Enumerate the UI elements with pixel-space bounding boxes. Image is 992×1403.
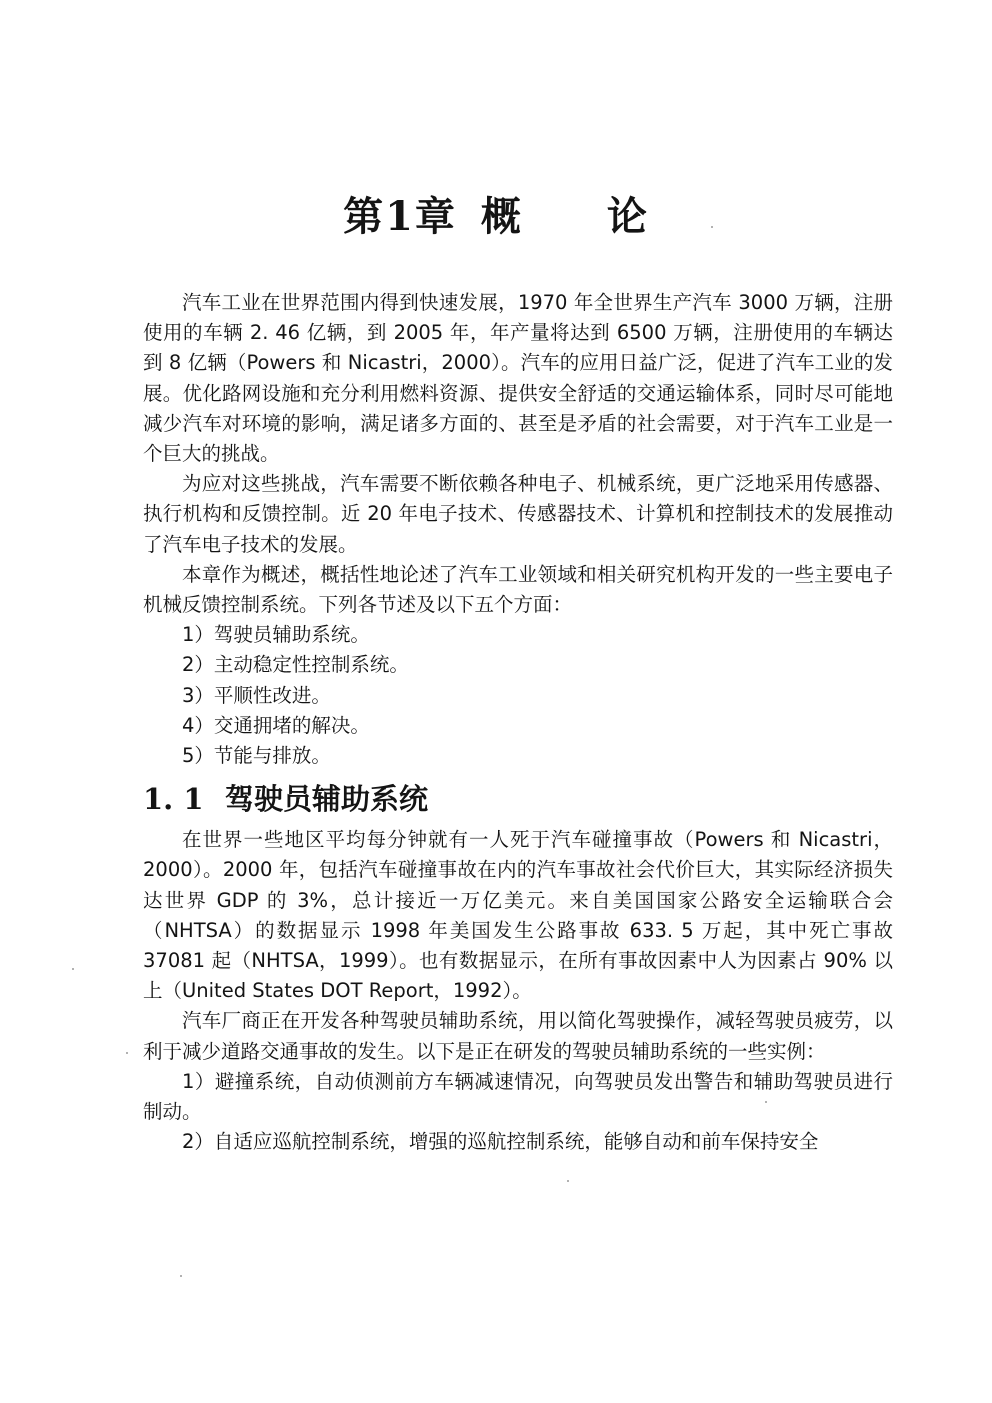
section-number: 1. 1 — [143, 782, 204, 817]
intro-paragraph: 为应对这些挑战，汽车需要不断依赖各种电子、机械系统，更广泛地采用传感器、执行机构和反馈控制。近 20 年电子技术、传感器技术、计算机和控制技术的发展推动了汽车电子技术的发展。 — [143, 472, 893, 556]
example-list-item: 2）自适应巡航控制系统，增强的巡航控制系统，能够自动和前车保持安全 — [182, 1130, 819, 1154]
intro-paragraph: 本章作为概述，概括性地论述了汽车工业领域和相关研究机构开发的一些主要电子机械反馈控制系统。下列各节述及以下五个方面： — [143, 562, 893, 617]
section-paragraph: 在世界一些地区平均每分钟就有一人死于汽车碰撞事故（Powers 和 Nicastri，2000）。2000 年，包括汽车碰撞事故在内的汽车事故社会代价巨大，其实际经济损失达世界 GDP 的 3%，总计接近一万亿美元。来自美国国家公路安全运输联合会（NHTSA）的数据显示 1998 年美国发生公路事故 633. 5 万起，其中死亡事故 37081 起（NHTSA，1999）。也有数据显示，在所有事故因素中人为因素占 90% 以上（United States DOT Report，1992）。 — [143, 828, 893, 1003]
intro-paragraph: 汽车工业在世界范围内得到快速发展，1970 年全世界生产汽车 3000 万辆，注册使用的车辆 2. 46 亿辆，到 2005 年，年产量将达到 6500 万辆，注册使用的车辆达到 8 亿辆（Powers 和 Nicastri，2000）。汽车的应用日益广泛，促进了汽车工业的发展。优化路网设施和充分利用燃料资源、提供安全舒适的交通运输体系，同时尽可能地减少汽车对环境的影响，满足诸多方面的、甚至是矛盾的社会需要，对于汽车工业是一个巨大的挑战。 — [143, 291, 893, 466]
chapter-title-char-1: 概 — [480, 193, 523, 240]
topic-list-item: 5）节能与排放。 — [182, 744, 331, 768]
example-list-item: 1）避撞系统，自动侦测前方车辆减速情况，向驾驶员发出警告和辅助驾驶员进行制动。 — [143, 1069, 893, 1124]
topic-list-item: 3）平顺性改进。 — [182, 683, 331, 707]
topic-list-item: 2）主动稳定性控制系统。 — [182, 653, 409, 677]
chapter-label-suffix: 章 — [414, 193, 457, 240]
scan-speck — [180, 1275, 182, 1277]
chapter-number: 1 — [385, 193, 415, 240]
section-heading — [143, 779, 893, 819]
scan-speck — [72, 968, 74, 970]
section-title: 驾驶员辅助系统 — [225, 782, 429, 817]
body-text — [143, 288, 893, 1157]
chapter-title — [0, 185, 992, 242]
scan-speck — [126, 1052, 128, 1054]
topic-list-item: 1）驾驶员辅助系统。 — [182, 623, 370, 647]
section-paragraph: 汽车厂商正在开发各种驾驶员辅助系统，用以简化驾驶操作，减轻驾驶员疲劳，以利于减少道路交通事故的发生。以下是正在研发的驾驶员辅助系统的一些实例： — [143, 1009, 893, 1063]
scan-speck — [567, 1180, 569, 1182]
scan-speck — [711, 226, 713, 228]
chapter-label-prefix: 第 — [343, 193, 386, 240]
scan-speck — [765, 1101, 767, 1103]
chapter-title-char-2: 论 — [606, 193, 649, 240]
topic-list-item: 4）交通拥堵的解决。 — [182, 713, 370, 737]
